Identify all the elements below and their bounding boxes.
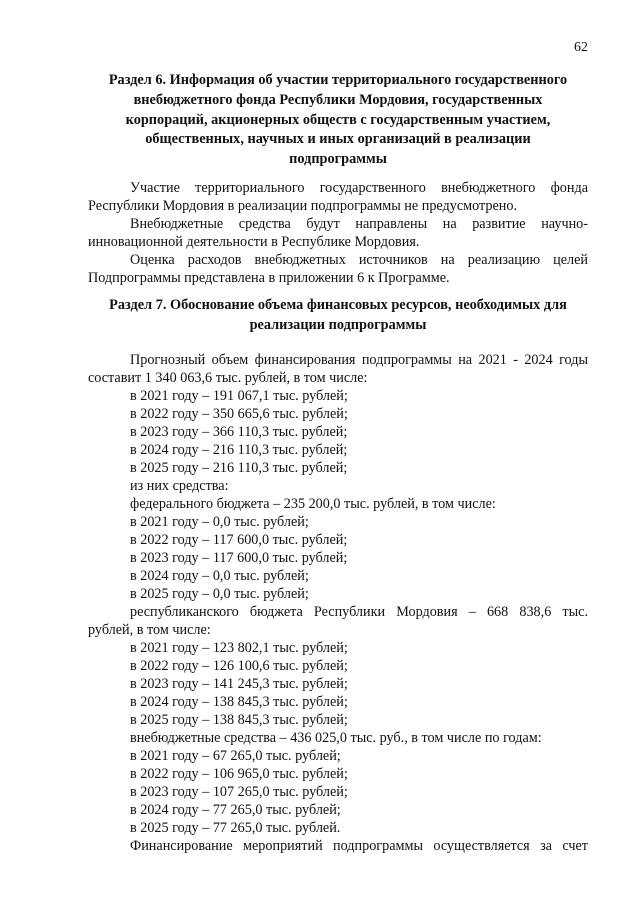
paragraph-line: из них средства: bbox=[130, 478, 229, 494]
paragraph-line: инновационной деятельности в Республике Мордовия. bbox=[88, 234, 420, 250]
heading-line: корпораций, акционерных обществ с государственным участием, bbox=[125, 111, 551, 128]
list-item: в 2022 году – 106 965,0 тыс. рублей; bbox=[130, 766, 348, 782]
list-item: в 2025 году – 0,0 тыс. рублей; bbox=[130, 586, 309, 602]
paragraph-line: Внебюджетные средства будут направлены на развитие научно- bbox=[130, 216, 588, 232]
heading-line: подпрограммы bbox=[289, 151, 387, 168]
heading-line: реализации подпрограммы bbox=[249, 316, 427, 333]
list-item: в 2025 году – 216 110,3 тыс. рублей; bbox=[130, 460, 348, 476]
list-item: в 2024 году – 77 265,0 тыс. рублей; bbox=[130, 802, 341, 818]
list-item: в 2022 году – 126 100,6 тыс. рублей; bbox=[130, 658, 348, 674]
list-item: в 2025 году – 138 845,3 тыс. рублей; bbox=[130, 712, 348, 728]
list-item: в 2021 году – 191 067,1 тыс. рублей; bbox=[130, 388, 348, 404]
list-item: в 2021 году – 0,0 тыс. рублей; bbox=[130, 514, 309, 530]
list-item: в 2024 году – 0,0 тыс. рублей; bbox=[130, 568, 309, 584]
list-item: в 2023 году – 366 110,3 тыс. рублей; bbox=[130, 424, 348, 440]
paragraph-line: рублей, в том числе: bbox=[88, 622, 211, 638]
heading-line: Раздел 7. Обоснование объема финансовых ресурсов, необходимых для bbox=[109, 297, 567, 313]
section-7-heading bbox=[88, 296, 588, 336]
list-item: в 2021 году – 123 802,1 тыс. рублей; bbox=[130, 640, 348, 656]
paragraph-line: Прогнозный объем финансирования подпрограммы на 2021 - 2024 годы bbox=[130, 352, 588, 368]
list-item: в 2025 году – 77 265,0 тыс. рублей. bbox=[130, 820, 341, 836]
section-6-heading bbox=[88, 71, 588, 170]
paragraph-line: федерального бюджета – 235 200,0 тыс. рублей, в том числе: bbox=[130, 496, 496, 512]
paragraph-line: республиканского бюджета Республики Мордовия – 668 838,6 тыс. bbox=[130, 604, 588, 620]
list-item: в 2021 году – 67 265,0 тыс. рублей; bbox=[130, 748, 341, 764]
paragraph-line: Финансирование мероприятий подпрограммы осуществляется за счет bbox=[130, 838, 588, 854]
list-item: в 2022 году – 350 665,6 тыс. рублей; bbox=[130, 406, 348, 422]
page-number: 62 bbox=[574, 40, 588, 55]
paragraph-line: Республики Мордовия в реализации подпрограммы не предусмотрено. bbox=[88, 198, 518, 214]
list-item: в 2023 году – 117 600,0 тыс. рублей; bbox=[130, 550, 348, 566]
list-item: в 2023 году – 107 265,0 тыс. рублей; bbox=[130, 784, 348, 800]
heading-line: Раздел 6. Информация об участии территориального государственного bbox=[108, 72, 568, 88]
paragraph-line: Оценка расходов внебюджетных источников на реализацию целей bbox=[130, 252, 588, 268]
list-item: в 2024 году – 216 110,3 тыс. рублей; bbox=[130, 442, 348, 458]
heading-line: общественных, научных и иных организаций в реализации bbox=[145, 131, 531, 148]
list-item: в 2022 году – 117 600,0 тыс. рублей; bbox=[130, 532, 348, 548]
paragraph-line: внебюджетные средства – 436 025,0 тыс. руб., в том числе по годам: bbox=[130, 730, 542, 746]
list-item: в 2024 году – 138 845,3 тыс. рублей; bbox=[130, 694, 348, 710]
paragraph-line: составит 1 340 063,6 тыс. рублей, в том числе: bbox=[88, 370, 368, 386]
list-item: в 2023 году – 141 245,3 тыс. рублей; bbox=[130, 676, 348, 692]
heading-line: внебюджетного фонда Республики Мордовия, государственных bbox=[133, 91, 543, 108]
paragraph-line: Подпрограммы представлена в приложении 6 к Программе. bbox=[88, 270, 450, 286]
paragraph-line: Участие территориального государственного внебюджетного фонда bbox=[130, 180, 588, 196]
